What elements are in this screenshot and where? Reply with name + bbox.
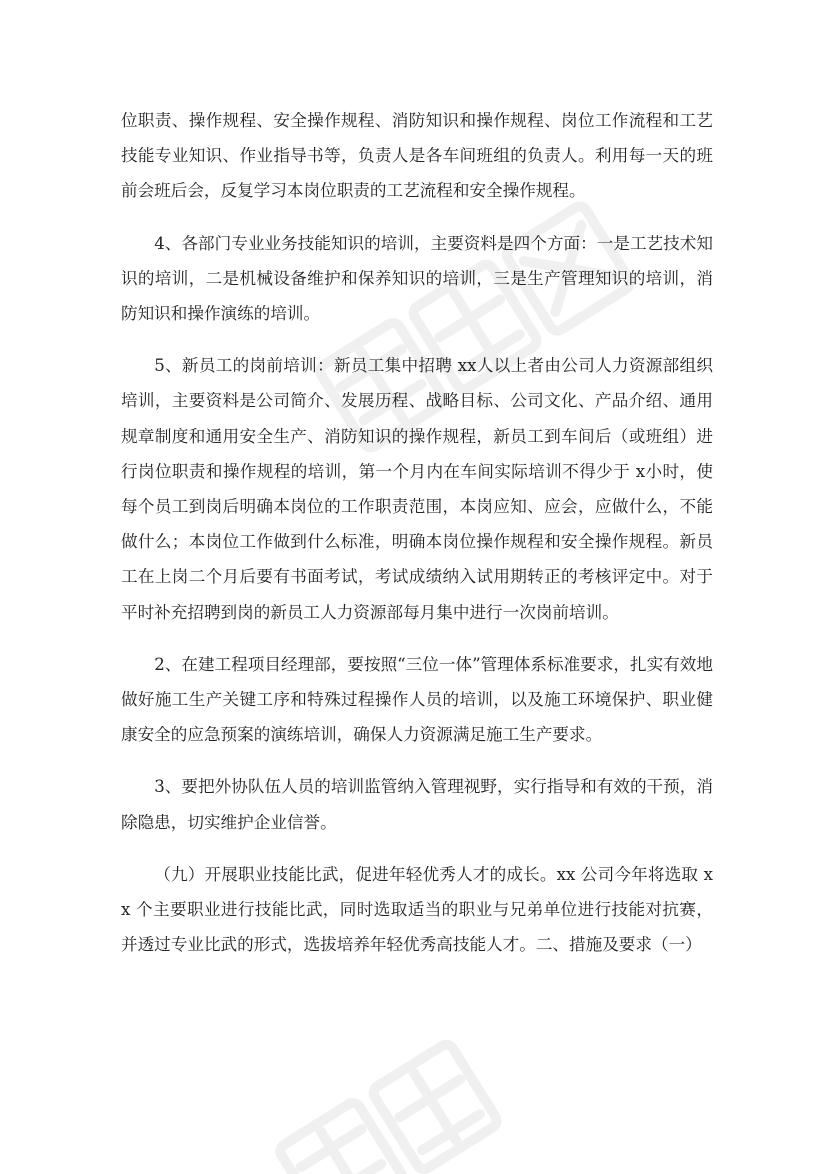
paragraph-item-4: 4、各部门专业业务技能知识的培训，主要资料是四个方面：一是工艺技术知识的培训，二是机械设备维护和保养知识的培训，三是生产管理知识的培训，消防知识和操作演练的培训。 — [121, 233, 713, 324]
paragraph-item-9: （九）开展职业技能比武，促进年轻优秀人才的成长。xx 公司今年将选取 xx 个主要职业进行技能比武，同时选取适当的职业与兄弟单位进行技能对抗赛，并透过专业比武的形式，选拔培养年轻优秀高技能人才。二、措施及要求（一） — [121, 864, 713, 955]
document-body — [121, 103, 713, 962]
paragraph-item-2: 2、在建工程项目经理部，要按照“三位一体”管理体系标准要求，扎实有效地做好施工生产关键工序和特殊过程操作人员的培训，以及施工环境保护、职业健康安全的应急预案的演练培训，确保人力资源满足施工生产要求。 — [121, 654, 713, 745]
paragraph-item-3: 3、要把外协队伍人员的培训监管纳入管理视野，实行指导和有效的干预，消除隐患，切实维护企业信誉。 — [121, 777, 713, 832]
paragraph-item-5: 5、新员工的岗前培训：新员工集中招聘 xx人以上者由公司人力资源部组织培训，主要资料是公司简介、发展历程、战略目标、公司文化、产品介绍、通用规章制度和通用安全生产、消防知识的操作规程，新员工到车间后（或班组）进行岗位职责和操作规程的培训，第一个月内在车间实际培训不得少于 x小时，使每个员工到岗后明确本岗位的工作职责范围，本岗应知、应会，应做什么，不能做什么；本岗位工作做到什么标准，明确本岗位操作规程和安全操作规程。新员工在上岗二个月后要有书面考试，考试成绩纳入试用期转正的考核评定中。对于平时补充招聘到岗的新员工人力资源部每月集中进行一次岗前培训。 — [121, 356, 713, 622]
paragraph-continuation: 位职责、操作规程、安全操作规程、消防知识和操作规程、岗位工作流程和工艺技能专业知识、作业指导书等，负责人是各车间班组的负责人。利用每一天的班前会班后会，反复学习本岗位职责的工艺流程和安全操作规程。 — [121, 111, 713, 201]
